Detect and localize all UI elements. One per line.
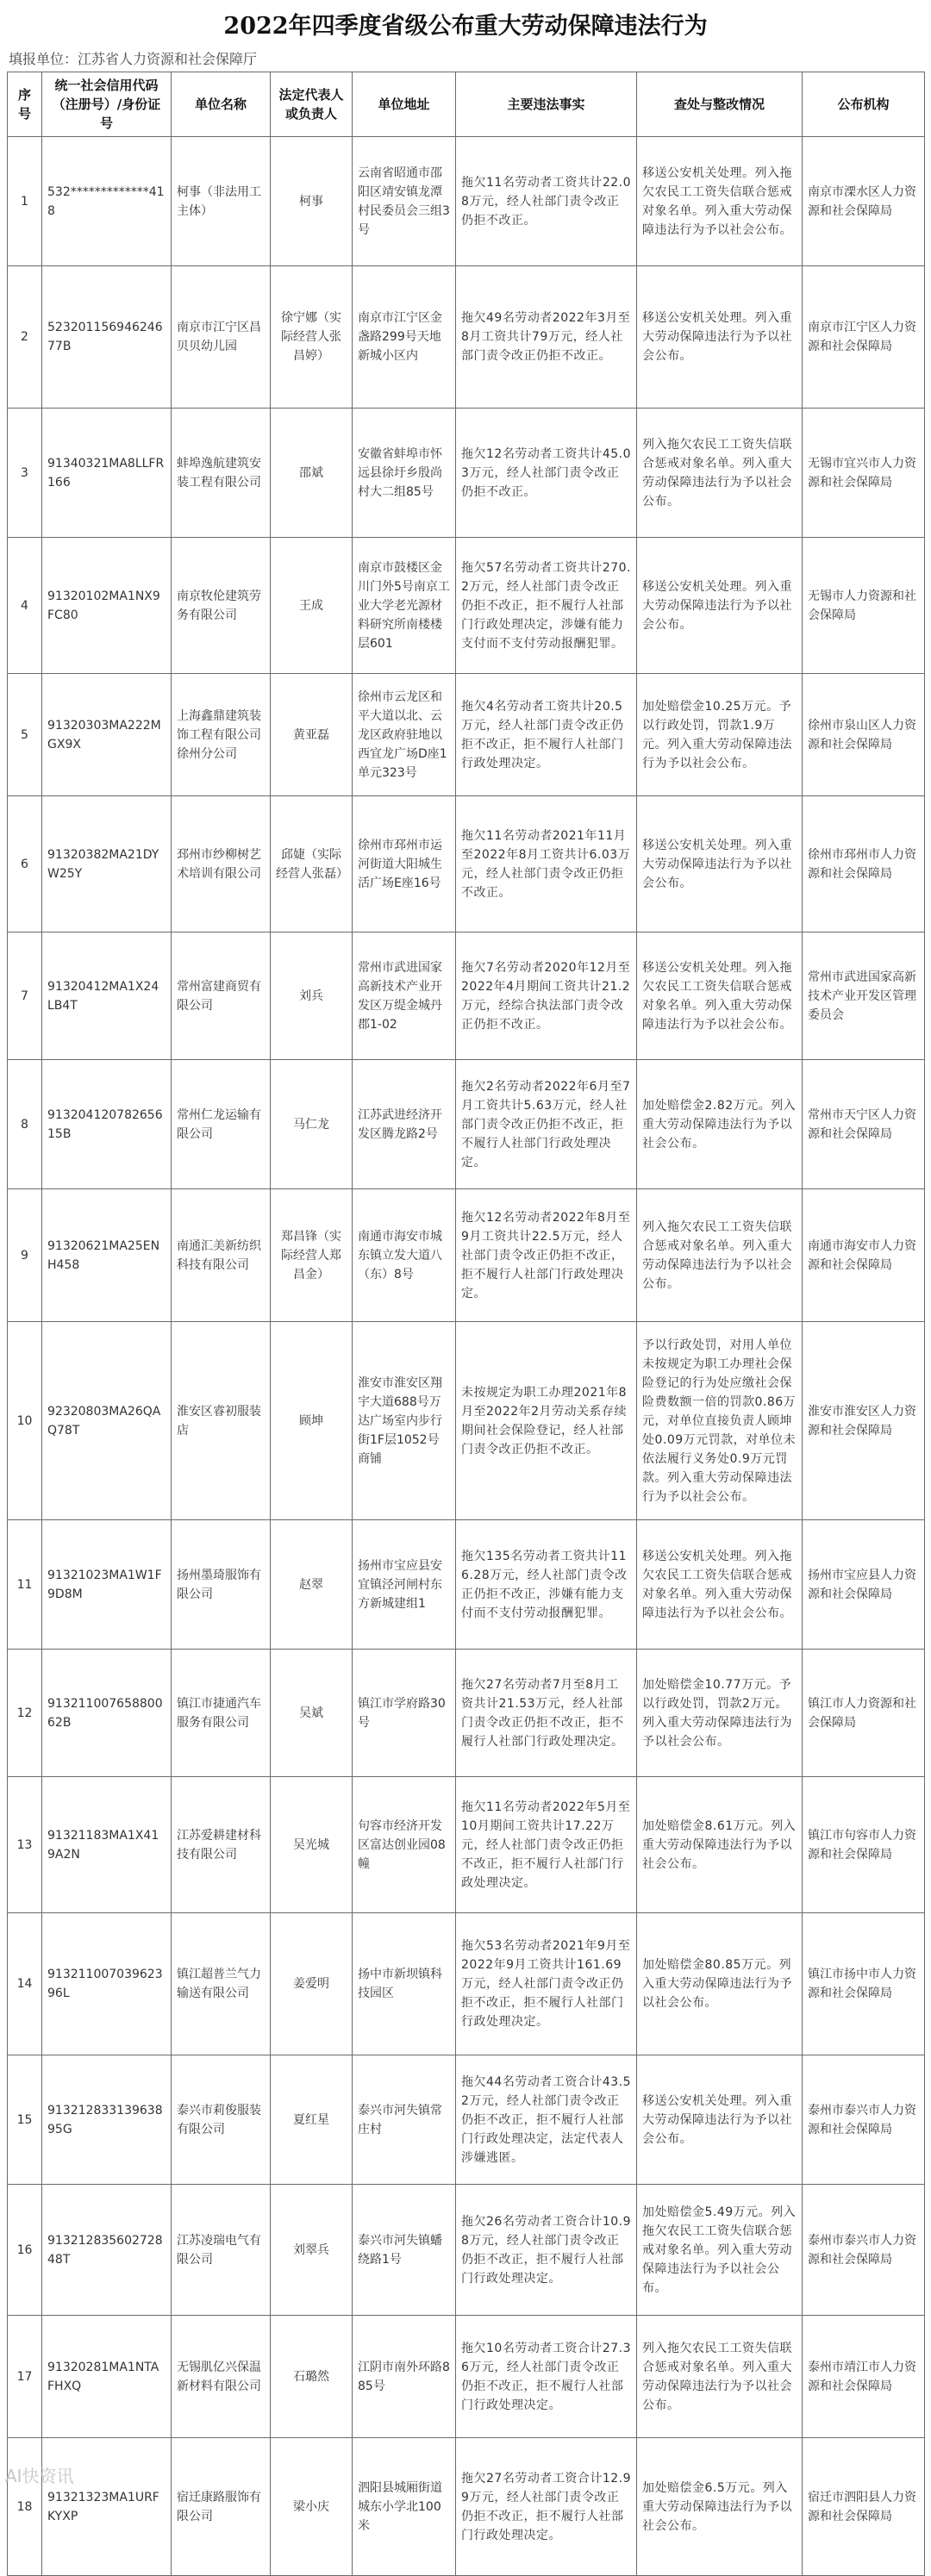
legal-rep: 柯事 — [271, 137, 353, 266]
handling-result: 列入拖欠农民工工资失信联合惩戒对象名单。列入重大劳动保障违法行为予以社会公布。 — [637, 409, 803, 538]
row-index: 12 — [8, 1650, 42, 1777]
header-address: 单位地址 — [353, 72, 456, 137]
handling-result: 移送公安机关处理。列入拖欠农民工工资失信联合惩戒对象名单。列入重大劳动保障违法行为予以社会公布。 — [637, 932, 803, 1060]
row-index: 7 — [8, 932, 42, 1060]
row-index: 1 — [8, 137, 42, 266]
legal-rep: 刘兵 — [271, 932, 353, 1060]
legal-rep: 赵翠 — [271, 1520, 353, 1650]
violation-facts: 拖欠135名劳动者工资共计116.28万元，经人社部门责令改正仍拒不改正，涉嫌有能力支付而不支付劳动报酬犯罪。 — [456, 1520, 637, 1650]
credit-code: 91320621MA25ENH458 — [42, 1189, 172, 1322]
publishing-agency: 宿迁市泗阳县人力资源和社会保障局 — [803, 2438, 925, 2576]
row-index: 10 — [8, 1322, 42, 1520]
table-row — [8, 2185, 925, 2316]
row-index: 15 — [8, 2055, 42, 2185]
row-index: 4 — [8, 538, 42, 674]
violation-facts: 拖欠57名劳动者工资共计270.2万元，经人社部门责令改正仍拒不改正，拒不履行人社部门行政处理决定，涉嫌有能力支付而不支付劳动报酬犯罪。 — [456, 538, 637, 674]
handling-result: 移送公安机关处理。列入重大劳动保障违法行为予以社会公布。 — [637, 266, 803, 409]
credit-code: 91321100703962396L — [42, 1913, 172, 2055]
legal-rep: 邵斌 — [271, 409, 353, 538]
credit-code: 532*************418 — [42, 137, 172, 266]
credit-code: 91320382MA21DYW25Y — [42, 796, 172, 932]
credit-code: 91321023MA1W1F9D8M — [42, 1520, 172, 1650]
unit-address: 扬中市新坝镇科技园区 — [353, 1913, 456, 2055]
unit-address: 南京市鼓楼区金川门外5号南京工业大学老光源材料研究所南楼楼层601 — [353, 538, 456, 674]
violation-facts: 拖欠26名劳动者工资合计10.98万元，经人社部门责令改正仍拒不改正，拒不履行人社部门行政处理决定。 — [456, 2185, 637, 2316]
publishing-agency: 镇江市人力资源和社会保障局 — [803, 1650, 925, 1777]
violation-facts: 拖欠12名劳动者工资共计45.03万元，经人社部门责令改正仍拒不改正。 — [456, 409, 637, 538]
unit-name: 无锡肌亿兴保温新材料有限公司 — [172, 2316, 271, 2438]
row-index: 11 — [8, 1520, 42, 1650]
legal-rep: 马仁龙 — [271, 1060, 353, 1189]
handling-result: 加处赔偿金80.85万元。列入重大劳动保障违法行为予以社会公布。 — [637, 1913, 803, 2055]
publishing-agency: 无锡市人力资源和社会保障局 — [803, 538, 925, 674]
handling-result: 列入拖欠农民工工资失信联合惩戒对象名单。列入重大劳动保障违法行为予以社会公布。 — [637, 1189, 803, 1322]
legal-rep: 姜爱明 — [271, 1913, 353, 2055]
unit-name: 江苏凌瑞电气有限公司 — [172, 2185, 271, 2316]
publishing-agency: 南京市溧水区人力资源和社会保障局 — [803, 137, 925, 266]
header-index: 序号 — [8, 72, 42, 137]
unit-address: 云南省昭通市邵阳区靖安镇龙潭村民委员会三组3号 — [353, 137, 456, 266]
handling-result: 移送公安机关处理。列入重大劳动保障违法行为予以社会公布。 — [637, 796, 803, 932]
violation-facts: 拖欠2名劳动者2022年6月至7月工资共计5.63万元，经人社部门责令改正仍拒不改正，拒不履行人社部门行政处理决定。 — [456, 1060, 637, 1189]
unit-address: 江阴市南外环路885号 — [353, 2316, 456, 2438]
row-index: 18 — [8, 2438, 42, 2576]
handling-result: 加处赔偿金10.25万元。予以行政处罚，罚款1.9万元。列入重大劳动保障违法行为予以社会公布。 — [637, 674, 803, 796]
unit-address: 泰兴市河失镇蟠绕路1号 — [353, 2185, 456, 2316]
filing-unit: 填报单位：江苏省人力资源和社会保障厅 — [9, 51, 258, 67]
violation-facts: 拖欠44名劳动者工资合计43.52万元，经人社部门责令改正仍拒不改正，拒不履行人社部门行政处理决定，法定代表人涉嫌逃匿。 — [456, 2055, 637, 2185]
violation-facts: 拖欠11名劳动者2021年11月至2022年8月工资共计6.03万元，经人社部门责令改正仍拒不改正。 — [456, 796, 637, 932]
header-handling: 查处与整改情况 — [637, 72, 803, 137]
credit-code: 91321183MA1X419A2N — [42, 1777, 172, 1913]
table-row — [8, 1322, 925, 1520]
credit-code: 91321283560272848T — [42, 2185, 172, 2316]
publishing-agency: 徐州市邳州市人力资源和社会保障局 — [803, 796, 925, 932]
unit-address: 徐州市云龙区和平大道以北、云龙区政府驻地以西宜龙广场D座1单元323号 — [353, 674, 456, 796]
legal-rep: 吴光城 — [271, 1777, 353, 1913]
row-index: 3 — [8, 409, 42, 538]
table-row — [8, 538, 925, 674]
table-row — [8, 2055, 925, 2185]
publishing-agency: 淮安市淮安区人力资源和社会保障局 — [803, 1322, 925, 1520]
legal-rep: 石璐然 — [271, 2316, 353, 2438]
credit-code: 91320102MA1NX9FC80 — [42, 538, 172, 674]
table-row — [8, 674, 925, 796]
publishing-agency: 南通市海安市人力资源和社会保障局 — [803, 1189, 925, 1322]
publishing-agency: 镇江市扬中市人力资源和社会保障局 — [803, 1913, 925, 2055]
table-row — [8, 932, 925, 1060]
credit-code: 91320303MA222MGX9X — [42, 674, 172, 796]
table-body — [8, 137, 925, 2576]
credit-code: 91320412MA1X24LB4T — [42, 932, 172, 1060]
unit-name: 邳州市纱柳树艺术培训有限公司 — [172, 796, 271, 932]
table-row — [8, 1520, 925, 1650]
publishing-agency: 常州市天宁区人力资源和社会保障局 — [803, 1060, 925, 1189]
violation-facts: 拖欠11名劳动者2022年5月至10月期间工资共计17.22万元，经人社部门责令改正仍拒不改正，拒不履行人社部门行政处理决定。 — [456, 1777, 637, 1913]
unit-name: 镇江市捷通汽车服务有限公司 — [172, 1650, 271, 1777]
handling-result: 列入拖欠农民工工资失信联合惩戒对象名单。列入重大劳动保障违法行为予以社会公布。 — [637, 2316, 803, 2438]
handling-result: 予以行政处罚，对用人单位未按规定为职工办理社会保险登记的行为处应缴社会保险费数额一倍的罚款0.86万元，对单位直接负责人顾坤处0.09万元罚款，对单位未依法履行义务处0.9万元罚款。列入重大劳动保障违法行为予以社会公布。 — [637, 1322, 803, 1520]
unit-name: 上海鑫鼎建筑装饰工程有限公司徐州分公司 — [172, 674, 271, 796]
credit-code: 91321323MA1URFKYXP — [42, 2438, 172, 2576]
unit-name: 淮安区睿初服装店 — [172, 1322, 271, 1520]
handling-result: 移送公安机关处理。列入重大劳动保障违法行为予以社会公布。 — [637, 538, 803, 674]
handling-result: 加处赔偿金2.82万元。列入重大劳动保障违法行为予以社会公布。 — [637, 1060, 803, 1189]
unit-name: 南京牧伦建筑劳务有限公司 — [172, 538, 271, 674]
publishing-agency: 常州市武进国家高新技术产业开发区管理委员会 — [803, 932, 925, 1060]
publishing-agency: 徐州市泉山区人力资源和社会保障局 — [803, 674, 925, 796]
unit-name: 常州富建商贸有限公司 — [172, 932, 271, 1060]
credit-code: 91321283313963895G — [42, 2055, 172, 2185]
violation-facts: 拖欠49名劳动者2022年3月至8月工资共计79万元，经人社部门责令改正仍拒不改正。 — [456, 266, 637, 409]
legal-rep: 黄亚磊 — [271, 674, 353, 796]
header-credit-code: 统一社会信用代码（注册号）/身份证号 — [42, 72, 172, 137]
row-index: 14 — [8, 1913, 42, 2055]
unit-address: 安徽省蚌埠市怀远县徐圩乡殷尚村大二组85号 — [353, 409, 456, 538]
row-index: 6 — [8, 796, 42, 932]
credit-code: 91320281MA1NTAFHXQ — [42, 2316, 172, 2438]
header-unit-name: 单位名称 — [172, 72, 271, 137]
table-row — [8, 1650, 925, 1777]
publishing-agency: 泰州市泰兴市人力资源和社会保障局 — [803, 2185, 925, 2316]
legal-rep: 郑昌锋（实际经营人郑昌金） — [271, 1189, 353, 1322]
legal-rep: 梁小庆 — [271, 2438, 353, 2576]
table-header-row — [8, 72, 925, 137]
unit-address: 句容市经济开发区富达创业园08幢 — [353, 1777, 456, 1913]
unit-address: 泰兴市河失镇常庄村 — [353, 2055, 456, 2185]
unit-name: 柯事（非法用工主体） — [172, 137, 271, 266]
unit-address: 徐州市邳州市运河街道大阳城生活广场E座16号 — [353, 796, 456, 932]
unit-address: 南通市海安市城东镇立发大道八（东）8号 — [353, 1189, 456, 1322]
publishing-agency: 镇江市句容市人力资源和社会保障局 — [803, 1777, 925, 1913]
credit-code: 91340321MA8LLFR166 — [42, 409, 172, 538]
unit-address: 镇江市学府路30号 — [353, 1650, 456, 1777]
table-row — [8, 1189, 925, 1322]
unit-address: 江苏武进经济开发区腾龙路2号 — [353, 1060, 456, 1189]
publishing-agency: 泰州市靖江市人力资源和社会保障局 — [803, 2316, 925, 2438]
legal-rep: 邱婕（实际经营人张磊） — [271, 796, 353, 932]
violation-facts: 拖欠4名劳动者工资共计20.5万元，经人社部门责令改正仍拒不改正，拒不履行人社部门行政处理决定。 — [456, 674, 637, 796]
table-row — [8, 266, 925, 409]
unit-address: 淮安市淮安区翔宇大道688号万达广场室内步行街1F层1052号商铺 — [353, 1322, 456, 1520]
unit-name: 宿迁康路服饰有限公司 — [172, 2438, 271, 2576]
credit-code: 91321100765880062B — [42, 1650, 172, 1777]
unit-name: 江苏爱耕建材科技有限公司 — [172, 1777, 271, 1913]
legal-rep: 刘翠兵 — [271, 2185, 353, 2316]
row-index: 8 — [8, 1060, 42, 1189]
unit-address: 扬州市宝应县安宜镇泾河闸村东方新城建组1 — [353, 1520, 456, 1650]
table-row — [8, 796, 925, 932]
legal-rep: 顾坤 — [271, 1322, 353, 1520]
credit-code: 92320803MA26QAQ78T — [42, 1322, 172, 1520]
violation-facts: 拖欠27名劳动者7月至8月工资共计21.53万元，经人社部门责令改正仍拒不改正，拒不履行人社部门行政处理决定。 — [456, 1650, 637, 1777]
unit-address: 常州市武进国家高新技术产业开发区万缇金城丹郡1-02 — [353, 932, 456, 1060]
unit-name: 常州仁龙运输有限公司 — [172, 1060, 271, 1189]
violations-table — [7, 72, 925, 2576]
unit-name: 镇江超普兰气力输送有限公司 — [172, 1913, 271, 2055]
row-index: 2 — [8, 266, 42, 409]
table-row — [8, 2438, 925, 2576]
violation-facts: 拖欠10名劳动者工资合计27.36万元，经人社部门责令改正仍拒不改正，拒不履行人社部门行政处理决定。 — [456, 2316, 637, 2438]
row-index: 16 — [8, 2185, 42, 2316]
credit-code: 91320412078265615B — [42, 1060, 172, 1189]
unit-name: 南通汇美新纺织科技有限公司 — [172, 1189, 271, 1322]
handling-result: 移送公安机关处理。列入重大劳动保障违法行为予以社会公布。 — [637, 2055, 803, 2185]
table-row — [8, 137, 925, 266]
publishing-agency: 扬州市宝应县人力资源和社会保障局 — [803, 1520, 925, 1650]
credit-code: 52320115694624677B — [42, 266, 172, 409]
handling-result: 移送公安机关处理。列入拖欠农民工工资失信联合惩戒对象名单。列入重大劳动保障违法行为予以社会公布。 — [637, 1520, 803, 1650]
publishing-agency: 南京市江宁区人力资源和社会保障局 — [803, 266, 925, 409]
header-legal-rep: 法定代表人或负责人 — [271, 72, 353, 137]
unit-address: 泗阳县城厢街道城东小学北100米 — [353, 2438, 456, 2576]
handling-result: 加处赔偿金8.61万元。列入重大劳动保障违法行为予以社会公布。 — [637, 1777, 803, 1913]
unit-address: 南京市江宁区金盏路299号天地新城小区内 — [353, 266, 456, 409]
header-publisher: 公布机构 — [803, 72, 925, 137]
handling-result: 移送公安机关处理。列入拖欠农民工工资失信联合惩戒对象名单。列入重大劳动保障违法行为予以社会公布。 — [637, 137, 803, 266]
row-index: 17 — [8, 2316, 42, 2438]
unit-name: 蚌埠逸航建筑安装工程有限公司 — [172, 409, 271, 538]
page-title: 2022年四季度省级公布重大劳动保障违法行为 — [223, 13, 708, 40]
watermark: AI快资讯 — [5, 2466, 74, 2486]
header-violation-facts: 主要违法事实 — [456, 72, 637, 137]
table-row — [8, 409, 925, 538]
violation-facts: 拖欠53名劳动者2021年9月至2022年9月工资共计161.69万元，经人社部门责令改正仍拒不改正，拒不履行人社部门行政处理决定。 — [456, 1913, 637, 2055]
handling-result: 加处赔偿金10.77万元。予以行政处罚，罚款2万元。列入重大劳动保障违法行为予以社会公布。 — [637, 1650, 803, 1777]
unit-name: 扬州墨琦服饰有限公司 — [172, 1520, 271, 1650]
legal-rep: 徐宁娜（实际经营人张昌婷） — [271, 266, 353, 409]
violation-facts: 拖欠7名劳动者2020年12月至2022年4月期间工资共计21.2万元，经综合执法部门责令改正仍拒不改正。 — [456, 932, 637, 1060]
legal-rep: 吴斌 — [271, 1650, 353, 1777]
unit-name: 南京市江宁区昌贝贝幼儿园 — [172, 266, 271, 409]
table-row — [8, 1060, 925, 1189]
table-row — [8, 2316, 925, 2438]
violation-facts: 未按规定为职工办理2021年8月至2022年2月劳动关系存续期间社会保险登记，经人社部门责令改正仍拒不改正。 — [456, 1322, 637, 1520]
unit-name: 泰兴市莉俊服装有限公司 — [172, 2055, 271, 2185]
legal-rep: 夏红星 — [271, 2055, 353, 2185]
violation-facts: 拖欠27名劳动者工资合计12.99万元，经人社部门责令改正仍拒不改正，拒不履行人社部门行政处理决定。 — [456, 2438, 637, 2576]
violation-facts: 拖欠11名劳动者工资共计22.08万元，经人社部门责令改正仍拒不改正。 — [456, 137, 637, 266]
row-index: 9 — [8, 1189, 42, 1322]
table-row — [8, 1913, 925, 2055]
handling-result: 加处赔偿金5.49万元。列入拖欠农民工工资失信联合惩戒对象名单。列入重大劳动保障违法行为予以社会公布。 — [637, 2185, 803, 2316]
publishing-agency: 无锡市宜兴市人力资源和社会保障局 — [803, 409, 925, 538]
violation-facts: 拖欠12名劳动者2022年8月至9月工资共计22.5万元，经人社部门责令改正仍拒不改正，拒不履行人社部门行政处理决定。 — [456, 1189, 637, 1322]
legal-rep: 王成 — [271, 538, 353, 674]
row-index: 5 — [8, 674, 42, 796]
row-index: 13 — [8, 1777, 42, 1913]
publishing-agency: 泰州市泰兴市人力资源和社会保障局 — [803, 2055, 925, 2185]
handling-result: 加处赔偿金6.5万元。列入重大劳动保障违法行为予以社会公布。 — [637, 2438, 803, 2576]
table-row — [8, 1777, 925, 1913]
